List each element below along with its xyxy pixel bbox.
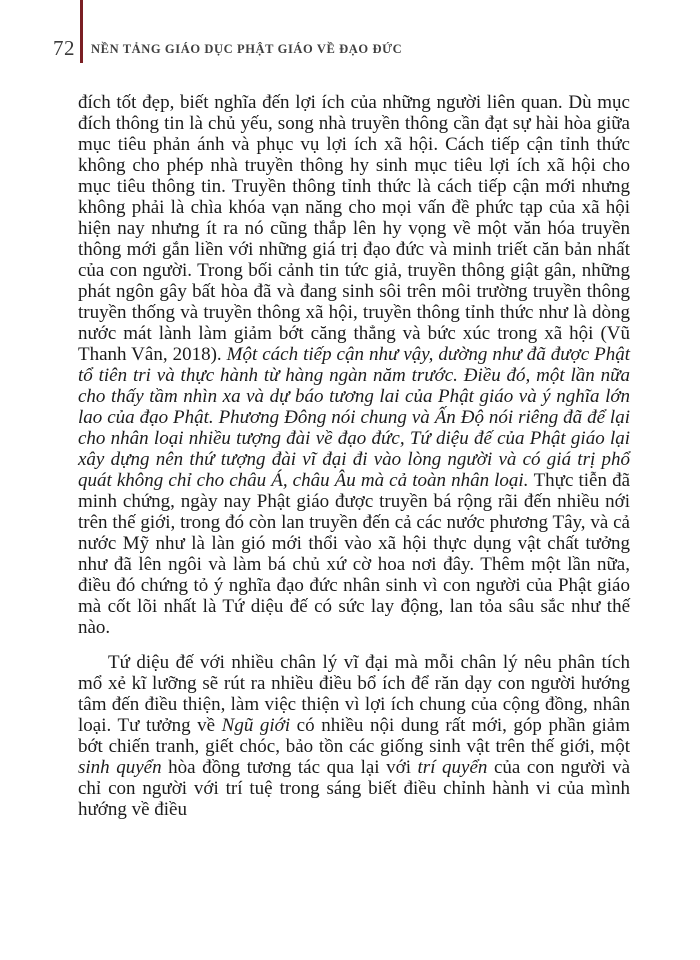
header-divider — [80, 0, 83, 63]
text-run: Tứ diệu đế với nhiều chân lý vĩ đại mà mỗi chân lý nêu phân tích mổ xẻ kĩ lưỡng sẽ rút ra nhiều điều bổ ích để răn dạy con người hướng tâm đến điều thiện, làm việc thiện vì lợi ích chung của cộng đồng, nhân loại. Tư tưởng về — [78, 652, 630, 736]
body-text — [78, 92, 630, 820]
italic-text-run: sinh quyển — [78, 757, 162, 778]
paragraph — [78, 652, 630, 820]
paragraph — [78, 92, 630, 638]
text-run: hòa đồng tương tác qua lại với — [161, 757, 418, 778]
page-number: 72 — [53, 36, 75, 60]
text-run: đích tốt đẹp, biết nghĩa đến lợi ích của những người liên quan. Dù mục đích thông tin là chủ yếu, song nhà truyền thông cần đạt sự hài hòa giữa mục tiêu phản ánh và phục vụ lợi ích xã hội. Cách tiếp cận tỉnh thức không cho phép nhà truyền thông hy sinh mục tiêu lợi ích xã hội cho mục tiêu thông tin. Truyền thông tỉnh thức là cách tiếp cận mới nhưng không phải là chìa khóa vạn năng cho mọi vấn đề phức tạp của xã hội hiện nay nhưng ít ra nó cũng thắp lên hy vọng về một văn hóa truyền thông mới gắn liền với những giá trị đạo đức và minh triết căn bản nhất của con người. Trong bối cảnh tin tức giả, truyền thông giật gân, những phát ngôn gây bất hòa đã và đang sinh sôi trên môi trường truyền thông truyền thống và truyền thông xã hội, truyền thông tỉnh thức như là dòng nước mát lành làm giảm bớt căng thẳng và bức xúc trong xã hội (Vũ Thanh Vân, 2018). — [78, 92, 630, 365]
running-header — [0, 0, 700, 70]
italic-text-run: Ngũ giới — [221, 715, 291, 736]
text-run: có nhiều nội dung rất mới, góp phần giảm bớt chiến tranh, giết chóc, bảo tồn các giống sinh vật trên thế giới, một — [78, 715, 631, 757]
chapter-title: NỀN TẢNG GIÁO DỤC PHẬT GIÁO VỀ ĐẠO ĐỨC — [91, 42, 403, 56]
italic-text-run: trí quyển — [417, 757, 488, 778]
text-run: Thực tiễn đã minh chứng, ngày nay Phật giáo được truyền bá rộng rãi đến nhiều nới trên thế giới, trong đó còn lan truyền đến cả các nước phương Tây, và cả nước Mỹ như là làn gió mới thổi vào xã hội thực dụng vật chất tưởng như đã lên ngôi và làm bá chủ xứ cờ hoa nơi đây. Thêm một lần nữa, điều đó chứng tỏ ý nghĩa đạo đức nhân sinh vì con người của Phật giáo mà cốt lõi nhất là Tứ diệu đế có sức lay động, lan tỏa sâu sắc như thế nào. — [78, 470, 630, 638]
text-run: của con người và chỉ con người với trí tuệ trong sáng biết điều chỉnh hành vi của mình hướng về điều — [78, 757, 631, 820]
italic-text-run: Một cách tiếp cận như vậy, dường như đã được Phật tổ tiên tri và thực hành từ hàng ngàn năm trước. Điều đó, một lần nữa cho thấy tầm nhìn xa và dự báo tương lai của Phật giáo và ý nghĩa lớn lao của đạo Phật. Phương Đông nói chung và Ấn Độ nói riêng đã để lại cho nhân loại nhiều tượng đài về đạo đức, Tứ diệu đế của Phật giáo lại xây dựng nên thứ tượng đài vĩ đại đi vào lòng người và có giá trị phổ quát không chỉ cho châu Á, châu Âu mà cả toàn nhân loại. — [78, 344, 630, 491]
